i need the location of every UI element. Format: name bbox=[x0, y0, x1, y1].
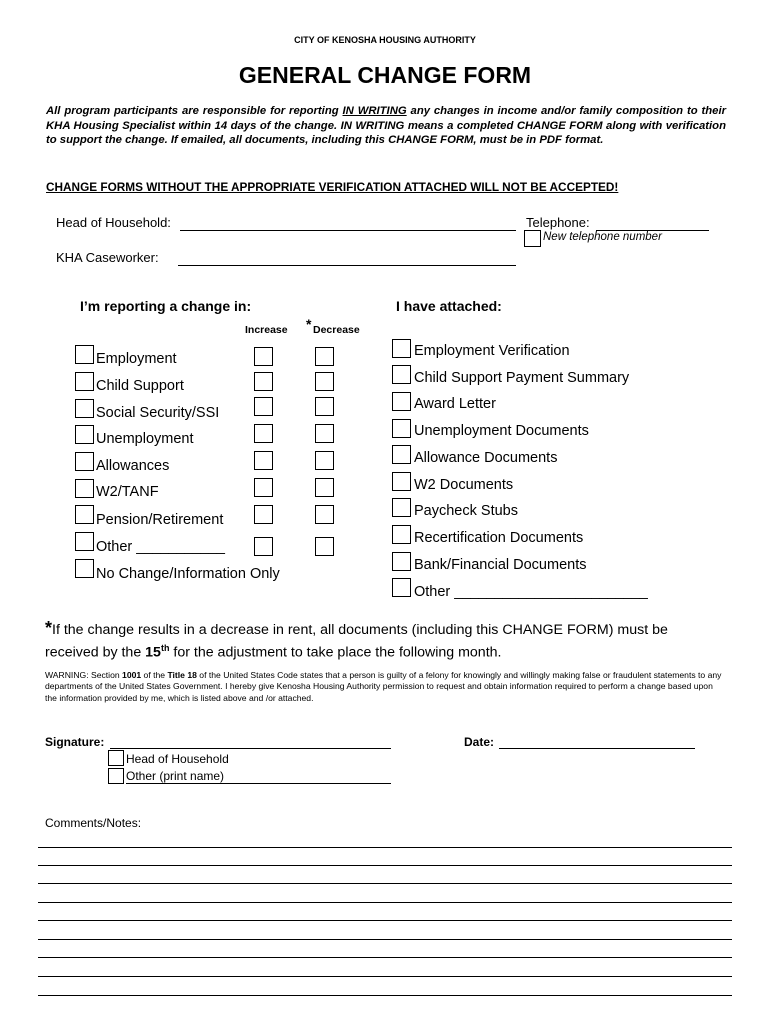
comments-label: Comments/Notes: bbox=[45, 816, 142, 830]
decrease-note-line2b: for the adjustment to take place the following month. bbox=[169, 644, 502, 661]
telephone-label: Telephone: bbox=[526, 215, 590, 230]
employment-checkbox[interactable] bbox=[75, 345, 94, 364]
attached-allowance-checkbox[interactable] bbox=[392, 445, 411, 464]
signer-head-label: Head of Household bbox=[126, 752, 229, 766]
attached-item-allowance: Allowance Documents bbox=[414, 450, 558, 466]
other-change-checkbox[interactable] bbox=[75, 532, 94, 551]
legal-text-a: WARNING: Section bbox=[45, 670, 123, 680]
reporting-item-allowances: Allowances bbox=[96, 458, 170, 474]
comment-line[interactable] bbox=[38, 847, 732, 848]
comment-line[interactable] bbox=[38, 883, 732, 884]
new-telephone-label: New telephone number bbox=[543, 231, 662, 243]
comment-line[interactable] bbox=[38, 920, 732, 921]
attached-item-award-letter: Award Letter bbox=[414, 396, 496, 412]
comment-line[interactable] bbox=[38, 995, 732, 996]
w2-tanf-decrease-checkbox[interactable] bbox=[315, 478, 334, 497]
decrease-note-day: 15 bbox=[145, 644, 161, 661]
signer-other-checkbox[interactable] bbox=[108, 768, 124, 784]
legal-section: 1001 bbox=[122, 670, 142, 680]
attached-award-letter-checkbox[interactable] bbox=[392, 392, 411, 411]
intro-text-1: All program participants are responsible for reporting bbox=[46, 105, 343, 117]
decrease-note-star: * bbox=[45, 618, 53, 638]
w2-tanf-increase-checkbox[interactable] bbox=[254, 478, 273, 497]
attached-item-paycheck: Paycheck Stubs bbox=[414, 503, 518, 519]
social-security-checkbox[interactable] bbox=[75, 399, 94, 418]
child-support-decrease-checkbox[interactable] bbox=[315, 372, 334, 391]
employment-increase-checkbox[interactable] bbox=[254, 347, 273, 366]
attached-recert-checkbox[interactable] bbox=[392, 525, 411, 544]
unemployment-increase-checkbox[interactable] bbox=[254, 424, 273, 443]
comment-line[interactable] bbox=[38, 939, 732, 940]
intro-emphasis: IN WRITING bbox=[342, 105, 407, 117]
date-label: Date: bbox=[464, 735, 495, 749]
attached-paycheck-checkbox[interactable] bbox=[392, 498, 411, 517]
reporting-heading: I’m reporting a change in: bbox=[80, 298, 252, 314]
attached-item-employment: Employment Verification bbox=[414, 343, 570, 359]
decrease-star: * bbox=[306, 316, 312, 332]
attached-bank-checkbox[interactable] bbox=[392, 552, 411, 571]
social-security-increase-checkbox[interactable] bbox=[254, 397, 273, 416]
reporting-item-child-support: Child Support bbox=[96, 378, 184, 394]
reporting-item-pension: Pension/Retirement bbox=[96, 512, 224, 528]
attached-item-child-support: Child Support Payment Summary bbox=[414, 370, 630, 386]
attached-unemployment-checkbox[interactable] bbox=[392, 419, 411, 438]
comment-line[interactable] bbox=[38, 902, 732, 903]
allowances-checkbox[interactable] bbox=[75, 452, 94, 471]
attached-other-checkbox[interactable] bbox=[392, 578, 411, 597]
signer-head-checkbox[interactable] bbox=[108, 750, 124, 766]
comment-line[interactable] bbox=[38, 865, 732, 866]
pension-increase-checkbox[interactable] bbox=[254, 505, 273, 524]
kha-caseworker-label: KHA Caseworker: bbox=[56, 250, 159, 265]
authority-name: CITY OF KENOSHA HOUSING AUTHORITY bbox=[294, 35, 476, 45]
form-title: GENERAL CHANGE FORM bbox=[238, 62, 532, 88]
intro-paragraph bbox=[46, 104, 726, 148]
attached-item-recert: Recertification Documents bbox=[414, 530, 584, 546]
attached-w2-checkbox[interactable] bbox=[392, 472, 411, 491]
unemployment-decrease-checkbox[interactable] bbox=[315, 424, 334, 443]
increase-column-header: Increase bbox=[245, 324, 288, 336]
signature-label: Signature: bbox=[45, 735, 105, 749]
attached-item-unemployment: Unemployment Documents bbox=[414, 423, 589, 439]
reporting-item-no-change: No Change/Information Only bbox=[96, 566, 280, 582]
legal-text-b: of the bbox=[141, 670, 168, 680]
reporting-item-employment: Employment bbox=[96, 351, 177, 367]
signer-other-label: Other (print name) bbox=[126, 769, 225, 783]
unemployment-checkbox[interactable] bbox=[75, 425, 94, 444]
reporting-item-social-security: Social Security/SSI bbox=[96, 405, 220, 421]
reporting-item-unemployment: Unemployment bbox=[96, 431, 194, 447]
other-decrease-checkbox[interactable] bbox=[315, 537, 334, 556]
legal-title: Title 18 bbox=[167, 670, 197, 680]
decrease-note bbox=[45, 619, 735, 662]
decrease-note-sup: th bbox=[160, 643, 170, 653]
verification-warning: CHANGE FORMS WITHOUT THE APPROPRIATE VERIFICATION ATTACHED WILL NOT BE ACCEPTED! bbox=[46, 180, 619, 194]
no-change-checkbox[interactable] bbox=[75, 559, 94, 578]
other-print-name-field[interactable] bbox=[126, 783, 391, 784]
pension-checkbox[interactable] bbox=[75, 505, 94, 524]
pension-decrease-checkbox[interactable] bbox=[315, 505, 334, 524]
attached-item-other: Other ________________________ bbox=[414, 584, 648, 600]
legal-warning bbox=[45, 670, 725, 704]
reporting-item-w2-tanf: W2/TANF bbox=[96, 484, 159, 500]
legal-text-c: of the United States Code states that a person is guilty of a felony for knowingly and willingly making false or fraudulent statements to any departments of the United States Government. I hereby give Kenosha Housing Authority permission to request and obtain information required to perform a change based upon the information provided by me, which is listed above and /or attached. bbox=[45, 670, 722, 703]
attached-heading: I have attached: bbox=[396, 298, 502, 314]
head-of-household-label: Head of Household: bbox=[56, 215, 171, 230]
social-security-decrease-checkbox[interactable] bbox=[315, 397, 334, 416]
kha-caseworker-field[interactable] bbox=[178, 265, 516, 266]
intro-text-2: any changes in income and/or family composition to their KHA Housing Specialist within 14 days of the change. IN WRITING means a completed CHANGE FORM along with verification to support the change. If emailed, all documents, including this CHANGE FORM, must be in PDF format. bbox=[46, 105, 726, 147]
child-support-increase-checkbox[interactable] bbox=[254, 372, 273, 391]
allowances-decrease-checkbox[interactable] bbox=[315, 451, 334, 470]
allowances-increase-checkbox[interactable] bbox=[254, 451, 273, 470]
child-support-checkbox[interactable] bbox=[75, 372, 94, 391]
w2-tanf-checkbox[interactable] bbox=[75, 479, 94, 498]
attached-child-support-checkbox[interactable] bbox=[392, 365, 411, 384]
decrease-column-header: Decrease bbox=[313, 324, 360, 336]
signature-field[interactable] bbox=[110, 748, 391, 749]
date-field[interactable] bbox=[499, 748, 695, 749]
decrease-note-line1: If the change results in a decrease in rent, all documents (including this CHANGE FORM) must be bbox=[52, 622, 668, 638]
attached-item-bank: Bank/Financial Documents bbox=[414, 557, 587, 573]
head-of-household-field[interactable] bbox=[180, 230, 516, 231]
employment-decrease-checkbox[interactable] bbox=[315, 347, 334, 366]
decrease-note-line2a: received by the bbox=[45, 644, 146, 661]
comment-line[interactable] bbox=[38, 957, 732, 958]
attached-employment-checkbox[interactable] bbox=[392, 339, 411, 358]
new-telephone-checkbox[interactable] bbox=[524, 230, 541, 247]
other-increase-checkbox[interactable] bbox=[254, 537, 273, 556]
attached-item-w2: W2 Documents bbox=[414, 477, 514, 493]
comment-line[interactable] bbox=[38, 976, 732, 977]
reporting-item-other: Other ___________ bbox=[96, 539, 225, 555]
